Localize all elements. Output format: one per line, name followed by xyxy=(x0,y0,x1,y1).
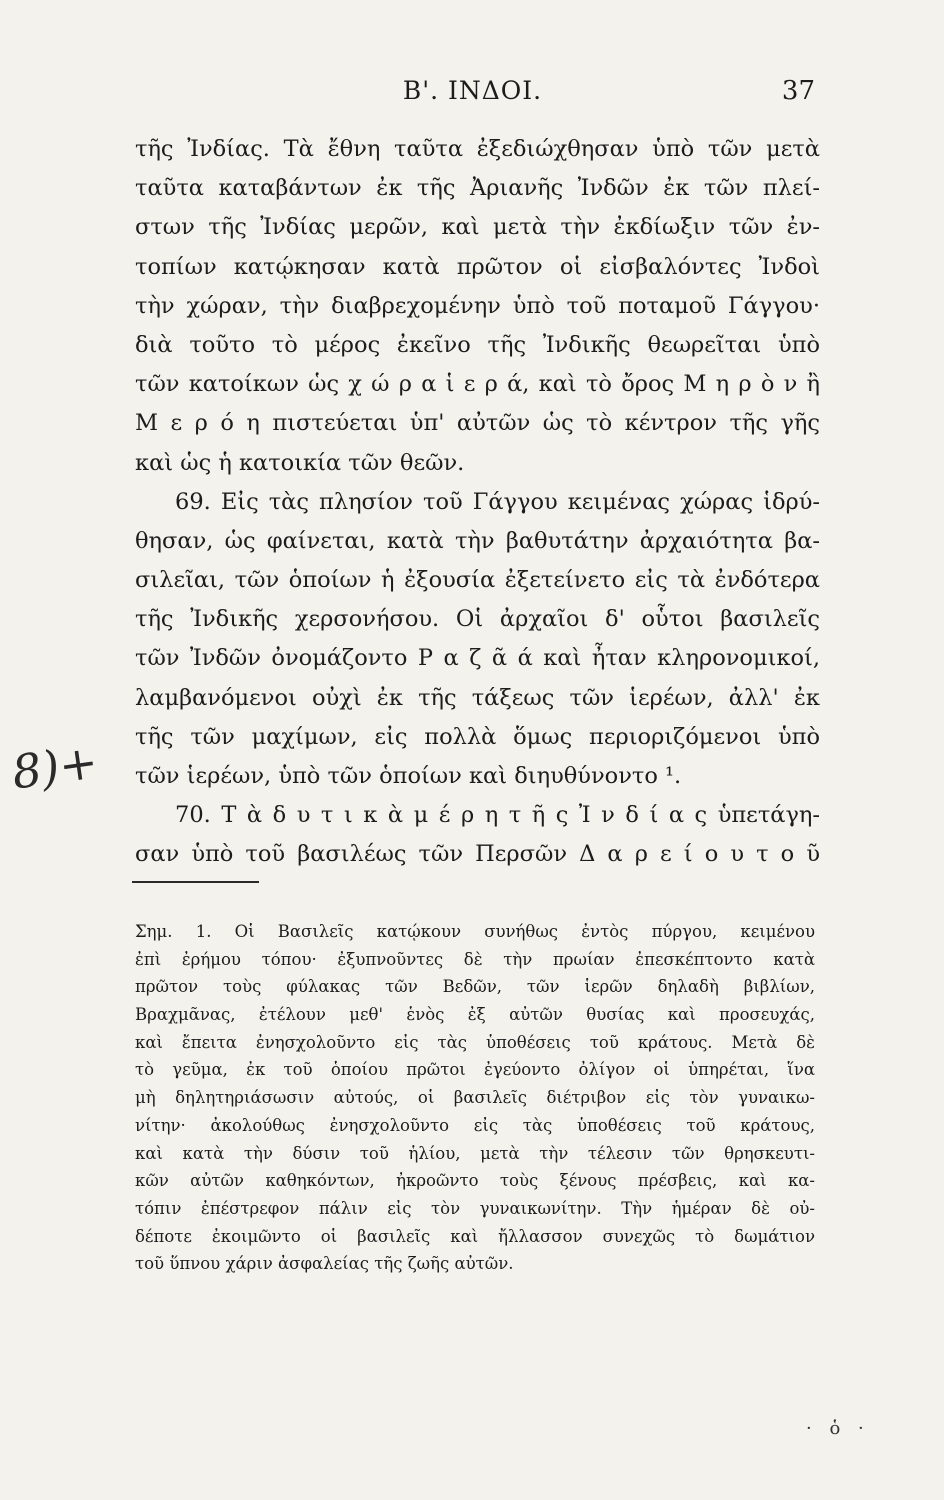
body-line: θησαν, ὡς φαίνεται, κατὰ τὴν βαθυτάτην ἀρχαιότητα βα- xyxy=(135,527,820,554)
footnote-line: νίτην· ἀκολούθως ἐνησχολοῦντο εἰς τὰς ὑποθέσεις τοῦ κράτους, xyxy=(135,1115,815,1135)
body-text xyxy=(135,130,820,875)
footnote-line: μὴ δηλητηριάσωσιν αὐτούς, οἱ βασιλεῖς διέτριβον εἰς τὸν γυναικω- xyxy=(135,1088,815,1108)
footnote-separator xyxy=(132,881,259,883)
body-line: ταῦτα καταβάντων ἐκ τῆς Ἀριανῆς Ἰνδῶν ἐκ τῶν πλεί- xyxy=(135,175,820,202)
page-number: 37 xyxy=(781,76,815,106)
body-line: λαμβανόμενοι οὐχὶ ἐκ τῆς τάξεως τῶν ἱερέων, ἀλλ' ἐκ xyxy=(135,684,820,711)
body-line: τῶν ἱερέων, ὑπὸ τῶν ὁποίων καὶ διηυθύνοντο ¹. xyxy=(135,763,682,789)
footnote-line: καὶ ἔπειτα ἐνησχολοῦντο εἰς τὰς ὑποθέσεις τοῦ κράτους. Μετὰ δὲ xyxy=(135,1032,815,1052)
footnote-line: Σημ. 1. Οἱ Βασιλεῖς κατῴκουν συνήθως ἐντὸς πύργου, κειμένου xyxy=(135,922,815,941)
footnote-line: τοῦ ὕπνου χάριν ἀσφαλείας τῆς ζωῆς αὐτῶν. xyxy=(135,1254,514,1274)
body-line: σαν ὑπὸ τοῦ βασιλέως τῶν Περσῶν Δ α ρ ε ί ο υ τ ο ῦ xyxy=(135,841,820,868)
footnote-line: τὸ γεῦμα, ἐκ τοῦ ὁποίου πρῶτοι ἐγεύοντο ὀλίγον οἱ ὑπηρέται, ἵνα xyxy=(135,1060,815,1080)
body-line: καὶ ὡς ἡ κατοικία τῶν θεῶν. xyxy=(135,449,465,476)
paragraph-69-start: 69. Εἰς τὰς πλησίον τοῦ Γάγγου κειμένας χώρας ἱδρύ- xyxy=(175,488,820,515)
footnote-line: Βραχμᾶνας, ἐτέλουν μεθ' ἑνὸς ἐξ αὐτῶν θυσίας καὶ προσευχάς, xyxy=(135,1005,815,1025)
footnote-line: τόπιν ἐπέστρεφον πάλιν εἰς τὸν γυναικωνίτην. Τὴν ἡμέραν δὲ οὐ- xyxy=(135,1198,815,1218)
body-line: Μ ε ρ ό η πιστεύεται ὑπ' αὐτῶν ὡς τὸ κέντρον τῆς γῆς xyxy=(135,410,820,437)
body-line: τῶν κατοίκων ὡς χ ώ ρ α ἱ ε ρ ά, καὶ τὸ ὄρος Μ η ρ ὸ ν ἢ xyxy=(135,371,820,398)
paragraph-70-start: 70. Τ ὰ δ υ τ ι κ ὰ μ έ ρ η τ ῆ ς Ἰ ν δ ί α ς ὑπετάγη- xyxy=(175,802,820,829)
footnote-line: καὶ κατὰ τὴν δύσιν τοῦ ἡλίου, μετὰ τὴν τέλεσιν τῶν θρησκευτι- xyxy=(135,1143,815,1163)
body-line: διὰ τοῦτο τὸ μέρος ἐκεῖνο τῆς Ἰνδικῆς θεωρεῖται ὑπὸ xyxy=(135,331,820,358)
footnote-line: ἐπὶ ἐρήμου τόπου· ἐξυπνοῦντες δὲ τὴν πρωίαν ἐπεσκέπτοντο κατὰ xyxy=(135,949,815,969)
body-line: σιλεῖαι, τῶν ὁποίων ἡ ἐξουσία ἐξετείνετο εἰς τὰ ἐνδότερα xyxy=(135,567,820,594)
body-line: τῆς Ἰνδίας. Τὰ ἔθνη ταῦτα ἐξεδιώχθησαν ὑπὸ τῶν μετὰ xyxy=(135,136,820,162)
body-line: τῆς Ἰνδικῆς χερσονήσου. Οἱ ἀρχαῖοι δ' οὗτοι βασιλεῖς xyxy=(135,606,820,633)
printer-marks: · ὁ · xyxy=(806,1418,870,1439)
body-line: τὴν χώραν, τὴν διαβρεχομένην ὑπὸ τοῦ ποταμοῦ Γάγγου· xyxy=(135,292,820,319)
running-title: Β'. ΙΝΔΟΙ. xyxy=(402,76,543,105)
body-line: στων τῆς Ἰνδίας μερῶν, καὶ μετὰ τὴν ἐκδίωξιν τῶν ἐν- xyxy=(135,214,820,241)
page-header xyxy=(130,76,815,112)
footnote-line: κῶν αὐτῶν καθηκόντων, ἠκροῶντο τοὺς ξένους πρέσβεις, καὶ κα- xyxy=(135,1171,815,1191)
footnote-line: δέποτε ἐκοιμῶντο οἱ βασιλεῖς καὶ ἤλλασσον συνεχῶς τὸ δωμάτιον xyxy=(135,1226,815,1246)
body-line: τοπίων κατῴκησαν κατὰ πρῶτον οἱ εἰσβαλόντες Ἰνδοὶ xyxy=(135,253,820,280)
footnotes xyxy=(135,918,815,1278)
handwritten-margin-note: 8)+ xyxy=(8,734,102,800)
body-line: τῆς τῶν μαχίμων, εἰς πολλὰ ὅμως περιοριζόμενοι ὑπὸ xyxy=(135,723,820,750)
body-line: τῶν Ἰνδῶν ὀνομάζοντο Ρ α ζ ᾶ ά καὶ ἦταν κληρονομικοί, xyxy=(135,645,820,672)
footnote-line: πρῶτον τοὺς φύλακας τῶν Βεδῶν, τῶν ἱερῶν δηλαδὴ βιβλίων, xyxy=(135,977,815,997)
